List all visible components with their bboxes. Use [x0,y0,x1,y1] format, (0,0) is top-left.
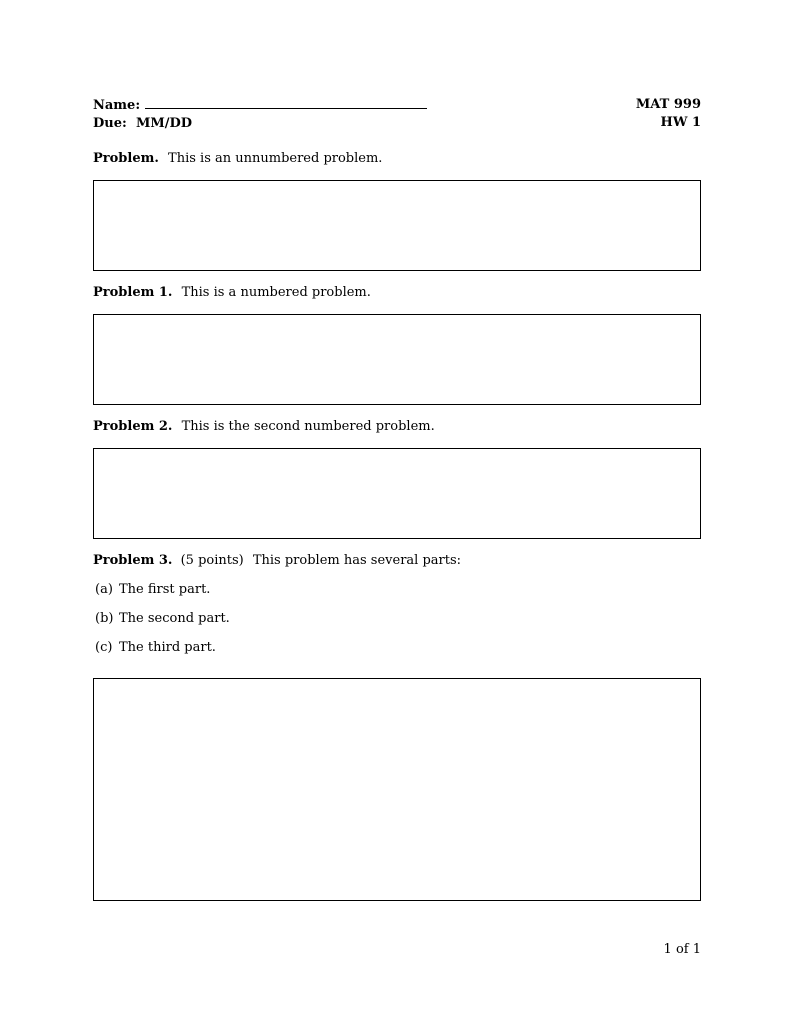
problem-statement: This is a numbered problem. [181,285,371,300]
problem-statement: This problem has several parts: [252,553,462,568]
header-left [93,96,636,133]
assignment-label: HW 1 [660,115,701,130]
due-label: Due: [93,116,127,131]
part-marker: (a) [95,582,113,597]
problem-label: Problem 3. [93,553,173,568]
part-marker: (c) [95,640,113,655]
answer-box-3 [93,678,701,901]
part-text: The third part. [119,640,216,655]
part-text: The first part. [119,582,211,597]
header-right [636,96,701,132]
name-blank-underline [145,96,427,109]
header [93,96,701,133]
problem-label: Problem. [93,151,159,166]
due-value: MM/DD [135,116,193,131]
part-item-c [93,639,701,657]
problem-heading-2 [93,418,701,436]
answer-box-1 [93,314,701,405]
page-number: 1 of 1 [663,942,701,957]
part-item-b [93,610,701,628]
part-marker: (b) [95,611,114,626]
answer-box-unnumbered [93,180,701,271]
problem-heading-unnumbered [93,150,701,168]
problem-statement: This is an unnumbered problem. [168,151,383,166]
problem-heading-1 [93,284,701,302]
problem-label: Problem 1. [93,285,173,300]
part-text: The second part. [119,611,230,626]
problem-points: (5 points) [180,553,244,568]
problem-heading-3 [93,552,701,570]
problem-parts-list [93,581,701,657]
course-code: MAT 999 [635,97,701,112]
answer-box-2 [93,448,701,539]
page-content [93,0,701,901]
name-label: Name: [93,98,141,113]
name-line [93,96,636,115]
problem-statement: This is the second numbered problem. [181,419,435,434]
problem-label: Problem 2. [93,419,173,434]
due-line [93,115,636,133]
part-item-a [93,581,701,599]
